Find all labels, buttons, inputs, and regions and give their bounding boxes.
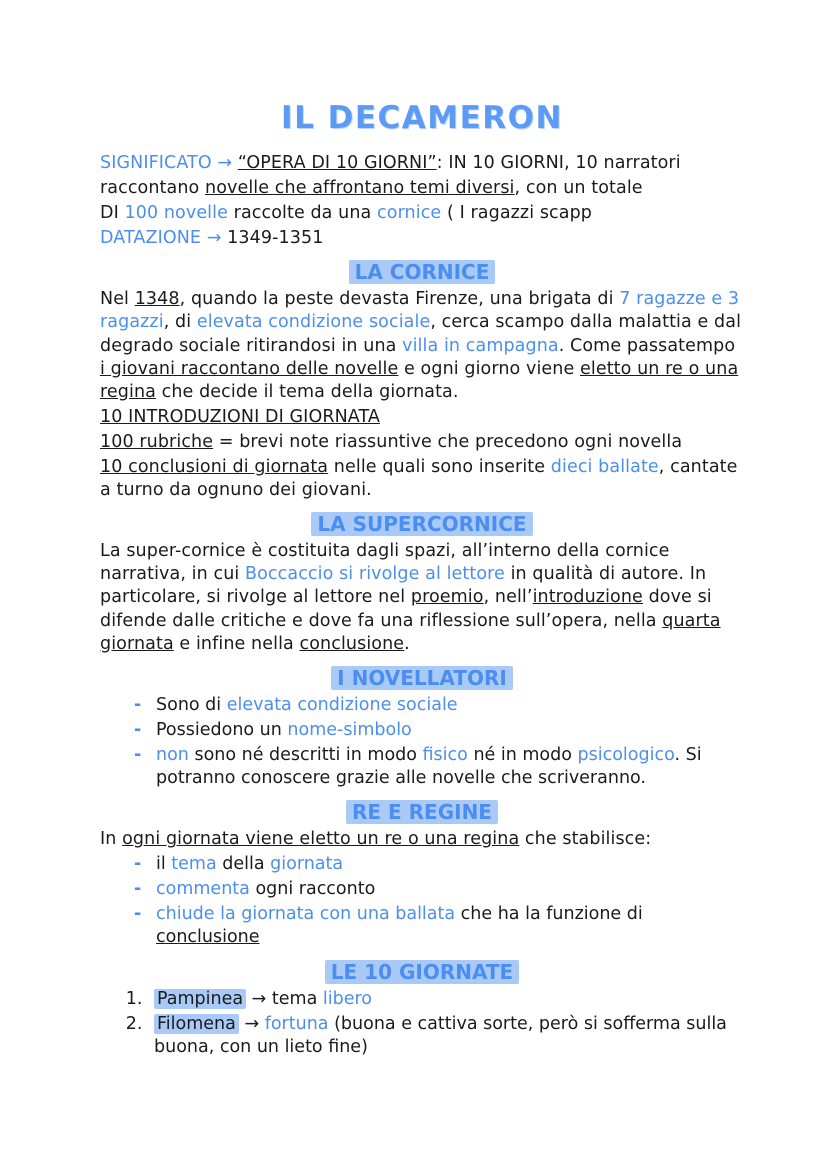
section-heading-re-e-regine [100,800,744,824]
section-body-la-cornice [100,288,744,502]
giornata-2-name: Filomena [154,1014,239,1034]
datazione-label: DATAZIONE [100,228,202,249]
cornice-line-conclusioni: 10 conclusioni di giornata nelle quali sono inserite dieci ballate, cantate a turno da ognuno dei giovani. [100,457,738,501]
list-item: - commenta ogni racconto [130,878,744,901]
section-heading-la-supercornice [100,512,744,536]
re-e-regine-lead: In ogni giornata viene eletto un re o una regina che stabilisce: [100,829,652,850]
section-heading-i-novellatori-text: I NOVELLATORI [331,666,513,690]
section-heading-la-supercornice-text: LA SUPERCORNICE [311,512,532,536]
intro-cornice: cornice [377,203,442,224]
significato-quote: “OPERA DI 10 GIORNI” [237,153,437,173]
intro-line-3 [100,202,744,225]
section-heading-i-novellatori [100,666,744,690]
intro-line-3-b: raccolte da una [227,203,378,224]
intro-block [100,152,744,250]
list-item: - Sono di elevata condizione sociale [130,694,744,717]
section-heading-re-e-regine-text: RE E REGINE [346,800,498,824]
arrow-icon: → [217,153,233,173]
arrow-icon: → [206,228,222,249]
giornata-2-theme: fortuna [264,1013,329,1034]
datazione-value: 1349-1351 [227,228,324,249]
arrow-icon: → [251,988,267,1009]
section-heading-le-10-giornate [100,960,744,984]
intro-line-2-a: raccontano [100,178,206,199]
novellatori-list [100,694,744,790]
giornata-1-name: Pampinea [154,989,246,1009]
re-e-regine-list [100,853,744,949]
supercornice-paragraph: La super-cornice è costituita dagli spazi, all’interno della cornice narrativa, in cui Boccaccio si rivolge al lettore in qualità di autore. In particolare, si rivolge al lettore nel proemio, nell’introduzione dove si difende dalle critiche e dove fa una riflessione sull’opera, nella quarta giornata e infine nella conclusione. [100,541,721,654]
cornice-paragraph: Nel 1348, quando la peste devasta Firenze, una brigata di 7 ragazze e 3 ragazzi, di elevata condizione sociale, cerca scampo dalla malattia e dal degrado sociale ritirandosi in una villa in campagna. Come passatempo i giovani raccontano delle novelle e ogni giorno viene eletto un re o una regina che decide il tema della giornata. [100,289,742,402]
intro-line-4 [100,227,744,250]
section-heading-le-10-giornate-text: LE 10 GIORNATE [325,960,519,984]
intro-line-3-c: ( I ragazzi scapp [441,203,593,224]
cornice-introduzioni-text: 10 INTRODUZIONI DI GIORNATA [100,406,380,427]
giornate-list [100,988,744,1059]
section-heading-la-cornice-text: LA CORNICE [349,260,496,284]
significato-label: SIGNIFICATO [100,153,212,173]
intro-line-1 [100,152,744,175]
cornice-line-introduzioni [100,406,744,429]
giornata-1-text: tema [271,988,323,1009]
section-heading-la-cornice [100,260,744,284]
giornata-2-text-after: (buona e cattiva sorte, però si sofferma sulla buona, con un lieto fine) [154,1013,727,1057]
list-item: - chiude la giornata con una ballata che ha la funzione di conclusione [130,903,744,949]
significato-rest: : IN 10 GIORNI, 10 narratori [436,153,681,173]
list-item [148,1013,744,1059]
intro-line-2-underlined: novelle che affrontano temi diversi [205,178,515,199]
list-item: - il tema della giornata [130,853,744,876]
list-item: - non sono né descritti in modo fisico né in modo psicologico. Si potranno conoscere grazie alle novelle che scriveranno. [130,744,744,790]
intro-line-3-a: DI [100,203,125,224]
list-item: - Possiedono un nome-simbolo [130,719,744,742]
cornice-line-rubriche: 100 rubriche = brevi note riassuntive che precedono ogni novella [100,431,683,452]
arrow-icon: → [244,1013,260,1034]
intro-line-2-b: , con un totale [514,178,643,199]
giornata-1-theme: libero [322,988,373,1009]
page-title: IL DECAMERON [281,100,563,136]
list-item [148,988,744,1011]
intro-100-novelle: 100 novelle [124,203,228,224]
intro-line-2 [100,177,744,200]
